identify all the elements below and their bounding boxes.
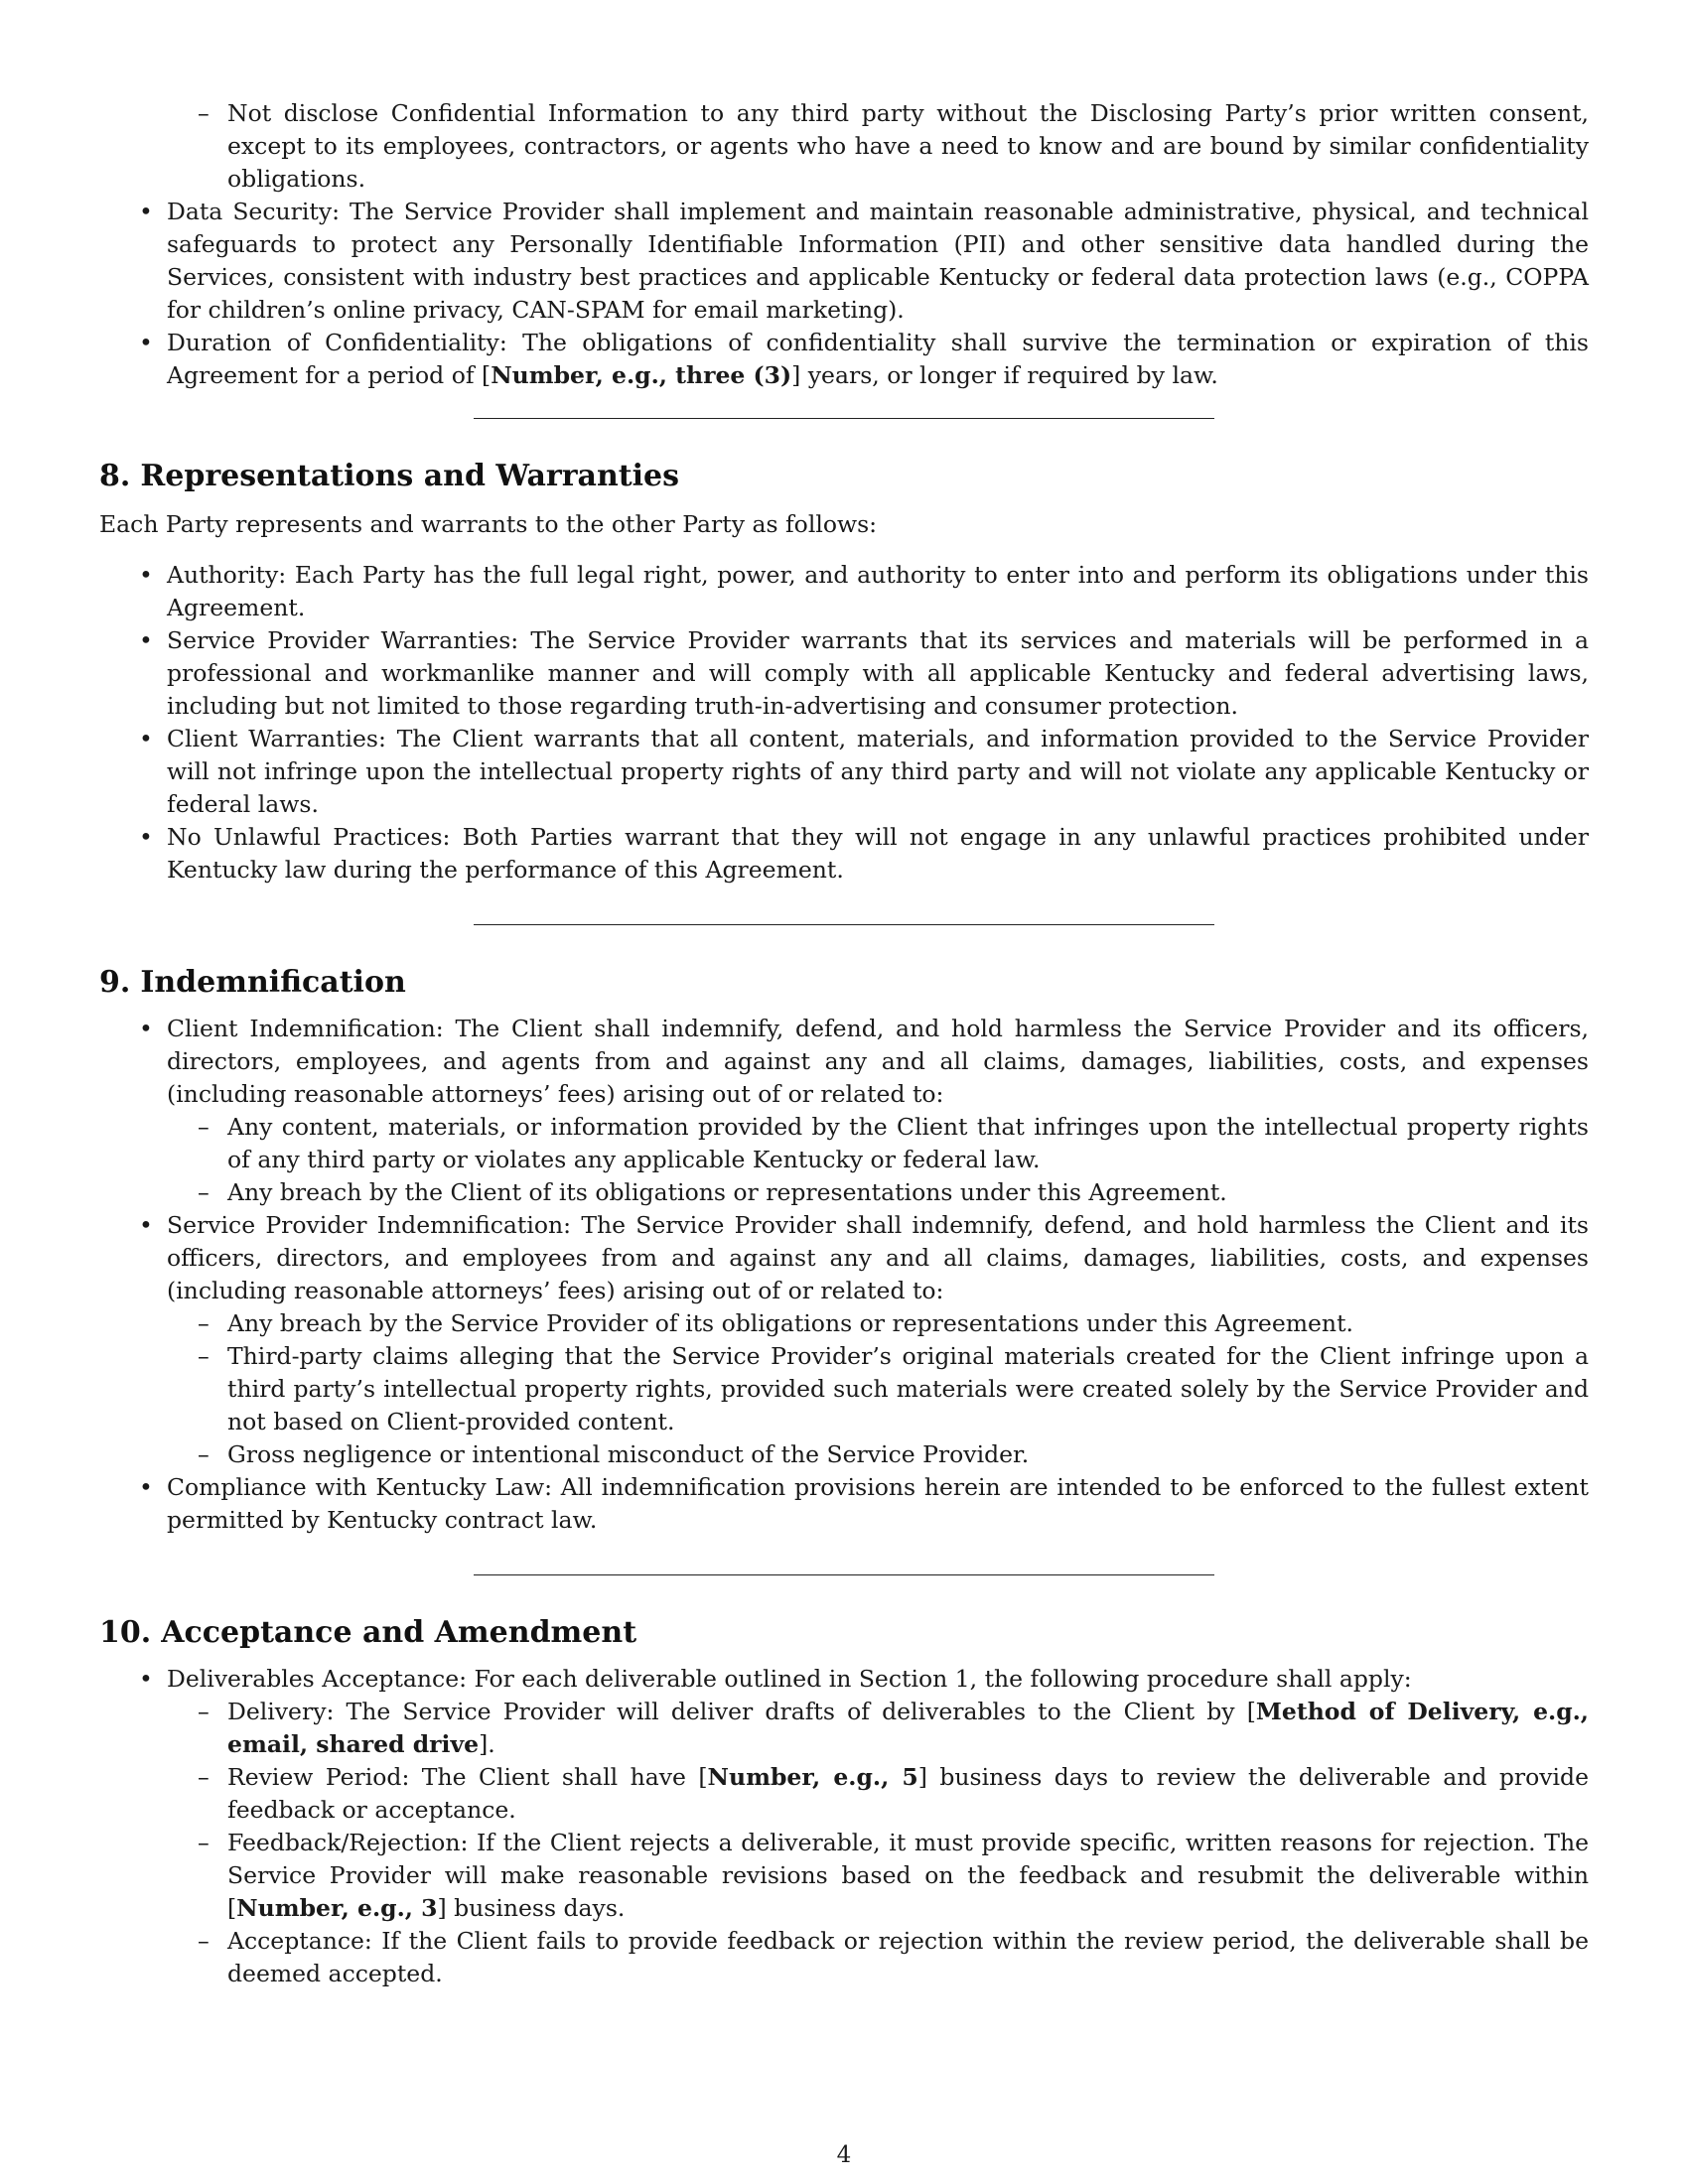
feedback-text-end: ] business days. bbox=[437, 1894, 626, 1922]
warranties-list bbox=[99, 559, 1589, 887]
section-number: 9. bbox=[99, 965, 131, 1000]
sub-list-item bbox=[167, 1438, 1589, 1471]
section-intro: Each Party represents and warrants to the other Party as follows: bbox=[99, 510, 878, 538]
indemnification-list bbox=[99, 1013, 1589, 1537]
section-divider bbox=[474, 924, 1214, 925]
delivery-placeholder: Method of Delivery, e.g., email, shared drive bbox=[227, 1698, 1589, 1758]
section-heading bbox=[99, 1613, 1589, 1653]
list-item bbox=[99, 559, 1589, 624]
section-divider bbox=[474, 1574, 1214, 1575]
sub-list-item bbox=[167, 1111, 1589, 1176]
sub-list bbox=[167, 1111, 1589, 1209]
sub-list-item bbox=[167, 1761, 1589, 1827]
data-security-text: Data Security: The Service Provider shall implement and maintain reasonable administrative, physical, and technical safeguards to protect any Personally Identifiable Information (PII) and other sensitive data handled during the Services, consistent with industry best practices and applicable Kentucky or federal data protection laws (e.g., COPPA for children’s online privacy, CAN-SPAM for email marketing). bbox=[167, 198, 1589, 324]
sub-list-item bbox=[167, 1925, 1589, 1990]
sub-list-item bbox=[167, 1340, 1589, 1438]
delivery-text-end: ]. bbox=[479, 1730, 495, 1758]
acceptance-list bbox=[99, 1663, 1589, 1990]
list-item-text: Client Indemnification: The Client shall indemnify, defend, and hold harmless the Service Provider and its officers, directors, employees, and agents from and against any and all claims, damages, liabilities, costs, and expenses (including reasonable attorneys’ fees) arising out of or related to: bbox=[167, 1015, 1589, 1108]
sub-list-item bbox=[167, 1307, 1589, 1340]
acceptance-text: Acceptance: If the Client fails to provide feedback or rejection within the review period, the deliverable shall be deemed accepted. bbox=[227, 1927, 1589, 1987]
sub-list-item bbox=[167, 1176, 1589, 1209]
review-text: Review Period: The Client shall have [ bbox=[227, 1763, 708, 1791]
list-item-text: Compliance with Kentucky Law: All indemnification provisions herein are intended to be enforced to the fullest extent permitted by Kentucky contract law. bbox=[167, 1473, 1589, 1534]
confidentiality-list bbox=[99, 97, 1589, 392]
list-item-text: Client Warranties: The Client warrants that all content, materials, and information provided to the Service Provider will not infringe upon the intellectual property rights of any third party and will not violate any applicable Kentucky or federal laws. bbox=[167, 725, 1589, 818]
list-item bbox=[99, 1471, 1589, 1537]
list-item-text: No Unlawful Practices: Both Parties warrant that they will not engage in any unlawful practices prohibited under Kentucky law during the performance of this Agreement. bbox=[167, 823, 1589, 884]
list-item bbox=[99, 1013, 1589, 1209]
duration-placeholder: Number, e.g., three (3) bbox=[491, 361, 792, 389]
page-number: 4 bbox=[836, 2142, 852, 2168]
section-title: Representations and Warranties bbox=[140, 459, 679, 493]
document-page bbox=[99, 97, 1589, 1990]
feedback-placeholder: Number, e.g., 3 bbox=[236, 1894, 438, 1922]
section-title: Acceptance and Amendment bbox=[161, 1615, 637, 1650]
list-item-text: Service Provider Warranties: The Service Provider warrants that its services and materials will be performed in a professional and workmanlike manner and will comply with all applicable Kentucky and federal advertising laws, including but not limited to those regarding truth-in-advertising and consumer protection. bbox=[167, 626, 1589, 720]
feedback-text: Feedback/Rejection: If the Client rejects a deliverable, it must provide specific, written reasons for rejection. The Service Provider will make reasonable revisions based on the feedback and resubmit the deliverable within [ bbox=[227, 1829, 1589, 1922]
review-text-end: ] business days to review the deliverable and provide feedback or acceptance. bbox=[227, 1763, 1589, 1824]
section-heading bbox=[99, 457, 1589, 496]
sub-list bbox=[167, 1307, 1589, 1471]
list-item bbox=[99, 821, 1589, 887]
duration-text: Duration of Confidentiality: The obligations of confidentiality shall survive the termination or expiration of this Agreement for a period of [ bbox=[167, 329, 1589, 389]
review-placeholder: Number, e.g., 5 bbox=[707, 1763, 918, 1791]
section-title: Indemnification bbox=[140, 965, 406, 1000]
section-number: 10. bbox=[99, 1615, 152, 1650]
list-item-text: Service Provider Indemnification: The Service Provider shall indemnify, defend, and hold harmless the Client and its officers, directors, and employees from and against any and all claims, damages, liabilities, costs, and expenses (including reasonable attorneys’ fees) arising out of or related to: bbox=[167, 1211, 1589, 1304]
list-item bbox=[99, 1663, 1589, 1990]
list-item bbox=[99, 723, 1589, 821]
section-heading bbox=[99, 963, 1589, 1003]
sub-list-item-text: Any content, materials, or information provided by the Client that infringes upon the intellectual property rights of any third party or violates any applicable Kentucky or federal law. bbox=[227, 1113, 1589, 1173]
section-number: 8. bbox=[99, 459, 131, 493]
sub-list-item bbox=[167, 1827, 1589, 1925]
sub-list-item-text: Third-party claims alleging that the Service Provider’s original materials created for the Client infringe upon a third party’s intellectual property rights, provided such materials were created solely by the Service Provider and not based on Client-provided content. bbox=[227, 1342, 1589, 1435]
list-item-text: Deliverables Acceptance: For each deliverable outlined in Section 1, the following procedure shall apply: bbox=[167, 1665, 1412, 1693]
section-divider bbox=[474, 418, 1214, 419]
sub-list-item-text: Any breach by the Service Provider of its obligations or representations under this Agreement. bbox=[227, 1309, 1353, 1337]
nondisclose-text: Not disclose Confidential Information to any third party without the Disclosing Party’s prior written consent, except to its employees, contractors, or agents who have a need to know and are bound by similar confidentiality obligations. bbox=[227, 99, 1589, 193]
list-item bbox=[99, 327, 1589, 392]
sub-list bbox=[167, 1696, 1589, 1990]
list-item-text: Authority: Each Party has the full legal right, power, and authority to enter into and perform its obligations under this Agreement. bbox=[167, 561, 1589, 621]
delivery-text: Delivery: The Service Provider will deliver drafts of deliverables to the Client by [ bbox=[227, 1698, 1256, 1725]
list-item bbox=[99, 624, 1589, 723]
list-item bbox=[99, 1209, 1589, 1471]
list-item bbox=[99, 196, 1589, 327]
sub-list-item-text: Gross negligence or intentional misconduct of the Service Provider. bbox=[227, 1440, 1030, 1468]
duration-text-end: ] years, or longer if required by law. bbox=[791, 361, 1218, 389]
sub-list-item bbox=[167, 1696, 1589, 1761]
list-item bbox=[99, 97, 1589, 196]
sub-list-item-text: Any breach by the Client of its obligations or representations under this Agreement. bbox=[227, 1178, 1227, 1206]
list-item bbox=[167, 97, 1589, 196]
